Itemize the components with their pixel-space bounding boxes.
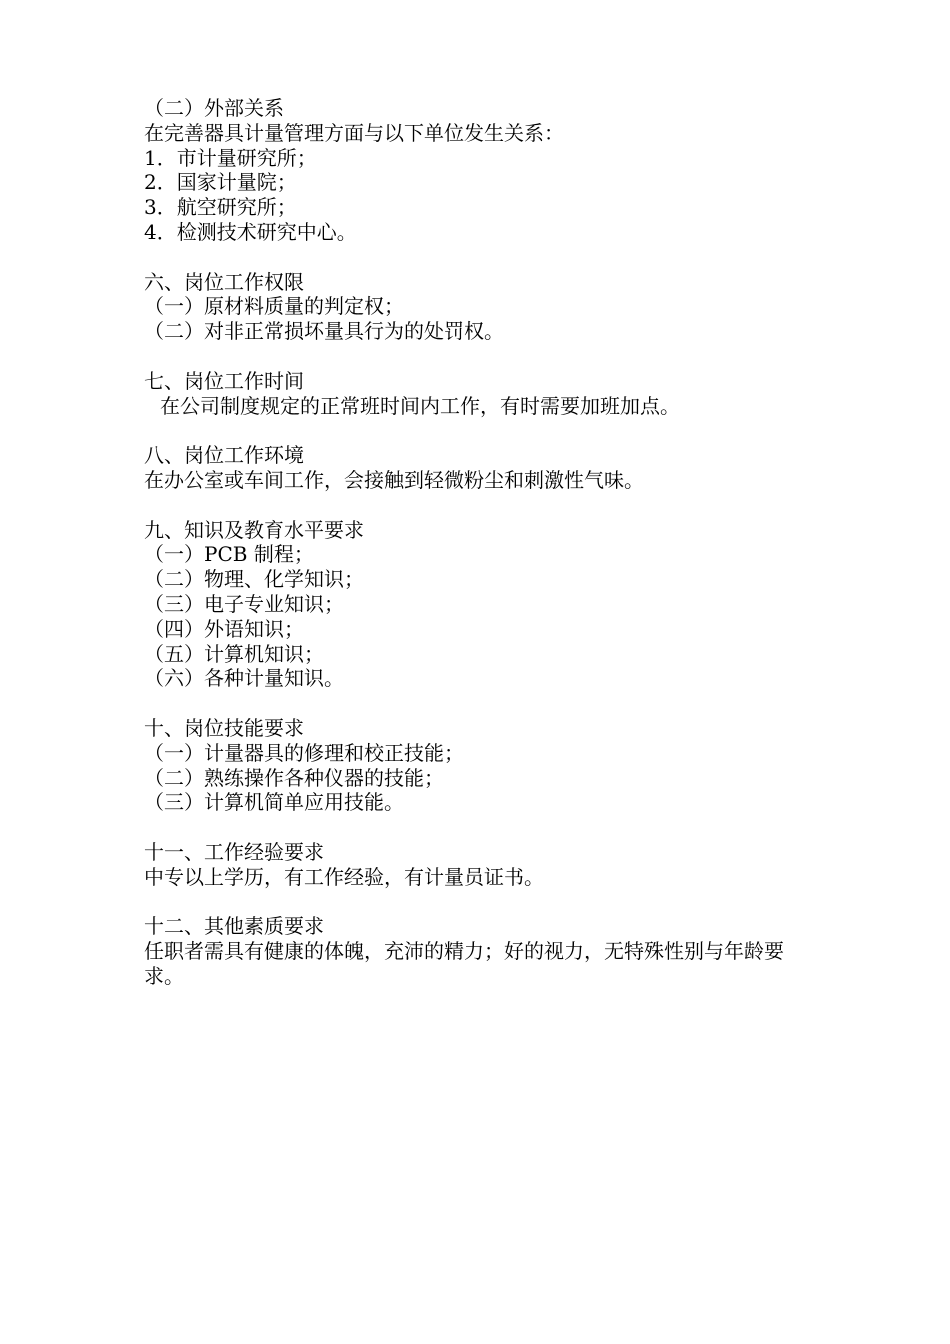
list-item: （三）计算机简单应用技能。 — [144, 790, 404, 815]
section-text: 在公司制度规定的正常班时间内工作，有时需要加班加点。 — [160, 393, 680, 418]
list-item: （一）原材料质量的判定权； — [144, 294, 404, 319]
section-work-time — [144, 369, 824, 419]
spacer — [144, 890, 824, 915]
section-heading: 七、岗位工作时间 — [144, 368, 304, 393]
list-item: 4．检测技术研究中心。 — [144, 219, 357, 244]
list-item: 3．航空研究所； — [144, 195, 297, 220]
list-item: 2．国家计量院； — [144, 170, 297, 195]
list-item: （四）外语知识； — [144, 616, 304, 641]
section-external-relations — [144, 96, 824, 245]
section-text: 任职者需具有健康的体魄，充沛的精力；好的视力，无特殊性别与年龄要求。 — [144, 939, 784, 988]
section-authority — [144, 270, 824, 344]
section-heading: 九、知识及教育水平要求 — [144, 517, 364, 542]
list-item: （二）对非正常损坏量具行为的处罚权。 — [144, 319, 504, 344]
section-text: 中专以上学历，有工作经验，有计量员证书。 — [144, 864, 544, 889]
section-heading: 十二、其他素质要求 — [144, 914, 324, 939]
list-item: （二）物理、化学知识； — [144, 567, 364, 592]
section-skills — [144, 716, 824, 815]
list-item: （五）计算机知识； — [144, 641, 324, 666]
spacer — [144, 691, 824, 716]
list-item: （三）电子专业知识； — [144, 591, 344, 616]
section-text: 在办公室或车间工作，会接触到轻微粉尘和刺激性气味。 — [144, 467, 644, 492]
list-item: 1．市计量研究所； — [144, 145, 317, 170]
spacer — [144, 344, 824, 369]
section-knowledge — [144, 518, 824, 692]
spacer — [144, 245, 824, 270]
list-item: （一）计量器具的修理和校正技能； — [144, 740, 464, 765]
document-page — [144, 96, 824, 989]
section-heading: 六、岗位工作权限 — [144, 269, 304, 294]
section-other — [144, 914, 824, 988]
list-item: （六）各种计量知识。 — [144, 666, 344, 691]
spacer — [144, 418, 824, 443]
section-heading: （二）外部关系 — [144, 96, 284, 120]
section-heading: 十一、工作经验要求 — [144, 839, 324, 864]
list-item: （二）熟练操作各种仪器的技能； — [144, 765, 444, 790]
spacer — [144, 493, 824, 518]
section-experience — [144, 840, 824, 890]
section-heading: 八、岗位工作环境 — [144, 443, 304, 468]
section-work-environment — [144, 443, 824, 493]
spacer — [144, 815, 824, 840]
section-intro: 在完善器具计量管理方面与以下单位发生关系： — [144, 120, 564, 145]
list-item: （一）PCB 制程； — [144, 542, 314, 567]
section-heading: 十、岗位技能要求 — [144, 715, 304, 740]
